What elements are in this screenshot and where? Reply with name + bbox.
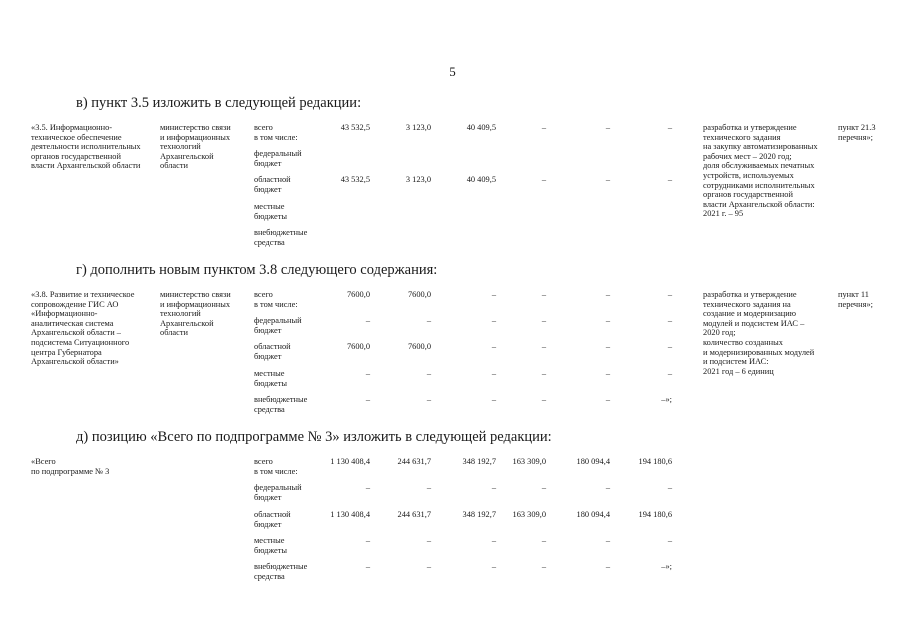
funding-value: – bbox=[667, 536, 672, 545]
funding-value: – bbox=[667, 483, 672, 492]
funding-value: 1 130 408,4 bbox=[330, 457, 370, 466]
funding-value: – bbox=[491, 536, 496, 545]
funding-source-label: федеральный бюджет bbox=[254, 316, 302, 335]
funding-value: –»; bbox=[661, 562, 672, 571]
funding-value: – bbox=[365, 562, 370, 571]
funding-value: 40 409,5 bbox=[466, 123, 496, 132]
funding-value: –»; bbox=[661, 395, 672, 404]
funding-value: – bbox=[667, 316, 672, 325]
funding-source-label: всего в том числе: bbox=[254, 123, 298, 142]
funding-value: – bbox=[605, 175, 610, 184]
funding-source-label: внебюджетные средства bbox=[254, 395, 308, 414]
funding-source-label: областной бюджет bbox=[254, 175, 291, 194]
funding-value: – bbox=[365, 483, 370, 492]
funding-value: 43 532,5 bbox=[340, 123, 370, 132]
funding-value: – bbox=[605, 562, 610, 571]
item-name: «3.8. Развитие и техническое сопровождение ГИС АО «Информационно- аналитическая система Архангельской области – подсистема Ситуационного центра Губернатора Архангельской области» bbox=[31, 290, 135, 367]
funding-value: 194 180,6 bbox=[638, 457, 672, 466]
funding-source-label: местные бюджеты bbox=[254, 536, 288, 555]
funding-value: – bbox=[667, 123, 672, 132]
funding-value: 40 409,5 bbox=[466, 175, 496, 184]
funding-source-label: федеральный бюджет bbox=[254, 149, 302, 168]
funding-value: – bbox=[426, 536, 431, 545]
target-result: разработка и утверждение технического задания на закупку автоматизированных рабочих мест – 2020 год; доля обслуживаемых печатных устройств, используемых сотрудниками исполнительных органов государственной власти Архангельской области: 2021 г. – 95 bbox=[703, 123, 818, 219]
funding-value: – bbox=[605, 536, 610, 545]
funding-value: 7600,0 bbox=[346, 342, 370, 351]
funding-value: 43 532,5 bbox=[340, 175, 370, 184]
funding-value: – bbox=[667, 342, 672, 351]
funding-value: – bbox=[605, 395, 610, 404]
funding-value: – bbox=[365, 536, 370, 545]
funding-value: – bbox=[605, 316, 610, 325]
funding-value: 180 094,4 bbox=[576, 457, 610, 466]
funding-value: – bbox=[541, 316, 546, 325]
funding-value: – bbox=[491, 342, 496, 351]
funding-value: 7600,0 bbox=[346, 290, 370, 299]
funding-source-label: местные бюджеты bbox=[254, 369, 288, 388]
funding-value: – bbox=[426, 369, 431, 378]
funding-value: – bbox=[541, 536, 546, 545]
funding-value: – bbox=[541, 290, 546, 299]
funding-value: 3 123,0 bbox=[405, 175, 431, 184]
list-reference: пункт 11 перечня»; bbox=[838, 290, 873, 309]
funding-value: 163 309,0 bbox=[512, 510, 546, 519]
funding-value: – bbox=[426, 316, 431, 325]
section-heading: в) пункт 3.5 изложить в следующей редакции: bbox=[76, 95, 362, 111]
funding-source-label: областной бюджет bbox=[254, 342, 291, 361]
target-result: разработка и утверждение технического задания на создание и модернизацию модулей и подсистем ИАС – 2020 год; количество созданных и модернизированных модулей и подсистем ИАС: 2021 год – 6 единиц bbox=[703, 290, 815, 376]
funding-value: – bbox=[491, 369, 496, 378]
funding-value: – bbox=[605, 342, 610, 351]
funding-value: – bbox=[541, 483, 546, 492]
funding-value: 3 123,0 bbox=[405, 123, 431, 132]
funding-value: – bbox=[605, 369, 610, 378]
funding-value: – bbox=[365, 395, 370, 404]
list-reference: пункт 21.3 перечня»; bbox=[838, 123, 876, 142]
funding-value: – bbox=[605, 123, 610, 132]
funding-source-label: областной бюджет bbox=[254, 510, 291, 529]
funding-source-label: местные бюджеты bbox=[254, 202, 288, 221]
funding-value: 180 094,4 bbox=[576, 510, 610, 519]
funding-value: 1 130 408,4 bbox=[330, 510, 370, 519]
funding-value: 244 631,7 bbox=[397, 457, 431, 466]
funding-source-label: всего в том числе: bbox=[254, 290, 298, 309]
funding-value: – bbox=[541, 395, 546, 404]
section-heading: г) дополнить новым пунктом 3.8 следующего содержания: bbox=[76, 262, 438, 278]
item-executor: министерство связи и информационных технологий Архангельской области bbox=[160, 290, 231, 338]
funding-value: – bbox=[541, 175, 546, 184]
funding-value: – bbox=[491, 483, 496, 492]
funding-value: – bbox=[491, 290, 496, 299]
funding-value: – bbox=[365, 369, 370, 378]
funding-value: – bbox=[491, 395, 496, 404]
funding-value: – bbox=[365, 316, 370, 325]
funding-value: – bbox=[541, 342, 546, 351]
funding-value: – bbox=[491, 316, 496, 325]
funding-source-label: внебюджетные средства bbox=[254, 228, 308, 247]
funding-value: – bbox=[605, 290, 610, 299]
funding-value: 7600,0 bbox=[407, 342, 431, 351]
funding-value: – bbox=[491, 562, 496, 571]
funding-value: – bbox=[541, 369, 546, 378]
page-number: 5 bbox=[449, 64, 456, 79]
funding-value: – bbox=[667, 369, 672, 378]
funding-source-label: федеральный бюджет bbox=[254, 483, 302, 502]
funding-value: 163 309,0 bbox=[512, 457, 546, 466]
funding-value: – bbox=[541, 123, 546, 132]
funding-value: 194 180,6 bbox=[638, 510, 672, 519]
funding-value: – bbox=[667, 290, 672, 299]
funding-value: 244 631,7 bbox=[397, 510, 431, 519]
funding-value: 7600,0 bbox=[407, 290, 431, 299]
funding-value: – bbox=[605, 483, 610, 492]
funding-value: – bbox=[667, 175, 672, 184]
item-name: «Всего по подпрограмме № 3 bbox=[31, 457, 110, 476]
funding-value: 348 192,7 bbox=[462, 510, 496, 519]
funding-value: – bbox=[426, 395, 431, 404]
funding-value: – bbox=[426, 483, 431, 492]
funding-source-label: всего в том числе: bbox=[254, 457, 298, 476]
funding-source-label: внебюджетные средства bbox=[254, 562, 308, 581]
funding-value: – bbox=[541, 562, 546, 571]
item-executor: министерство связи и информационных технологий Архангельской области bbox=[160, 123, 231, 171]
funding-value: – bbox=[426, 562, 431, 571]
funding-value: 348 192,7 bbox=[462, 457, 496, 466]
section-heading: д) позицию «Всего по подпрограмме № 3» изложить в следующей редакции: bbox=[76, 429, 552, 445]
item-name: «3.5. Информационно- техническое обеспечение деятельности исполнительных органов государственной власти Архангельской области bbox=[31, 123, 141, 171]
